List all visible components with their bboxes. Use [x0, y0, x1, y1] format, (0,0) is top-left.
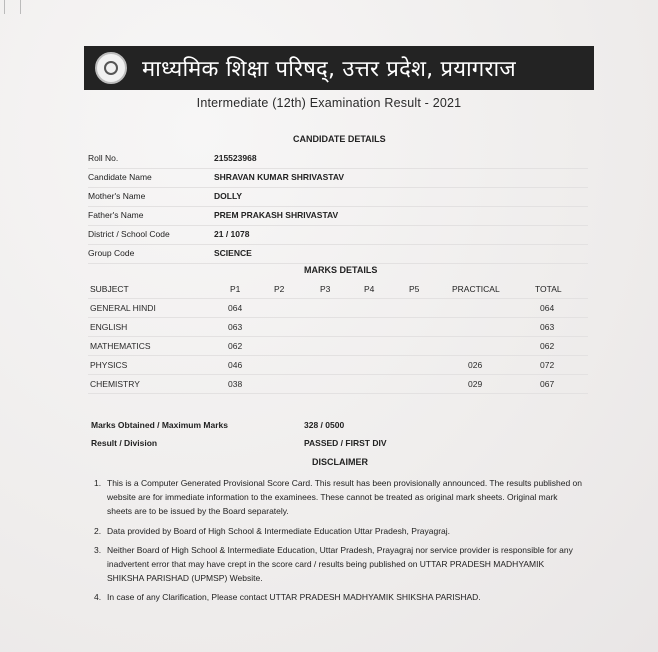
table-row — [88, 375, 588, 394]
col-header-p5: P5 — [409, 284, 420, 294]
field-value: SHRAVAN KUMAR SHRIVASTAV — [214, 172, 345, 182]
paper-edge-mark — [4, 0, 5, 14]
field-value: PREM PRAKASH SHRIVASTAV — [214, 210, 339, 220]
exam-title: Intermediate (12th) Examination Result - 2021 — [196, 96, 462, 110]
result-division-label: Result / Division — [91, 438, 158, 448]
subject-name: MATHEMATICS — [90, 341, 151, 351]
total-marks: 072 — [540, 360, 555, 370]
disclaimer-item: 4. In case of any Clarification, Please contact UTTAR PRADESH MADHYAMIK SHIKSHA PARISHAD. — [94, 590, 582, 604]
subject-name: ENGLISH — [90, 322, 128, 332]
disclaimer-item: 3. Neither Board of High School & Intermediate Education, Uttar Pradesh, Prayagraj nor service provider is responsible for any inadvertent error that may have crept in the score card / results being published on UTTAR PRADESH MADHYAMIK SHIKSHA PARISHAD (UPMSP) Website. — [94, 543, 582, 585]
disclaimer-text: Data provided by Board of High School & Intermediate Education Uttar Pradesh, Prayagraj. — [107, 526, 451, 536]
disclaimer-text: In case of any Clarification, Please contact UTTAR PRADESH MADHYAMIK SHIKSHA PARISHAD. — [107, 592, 481, 602]
field-label: District / School Code — [88, 229, 170, 239]
field-value: 21 / 1078 — [214, 229, 250, 239]
field-label: Candidate Name — [88, 172, 152, 182]
candidate-field-row — [88, 150, 588, 169]
field-value: DOLLY — [214, 191, 243, 201]
table-row — [88, 356, 588, 375]
candidate-field-row — [88, 207, 588, 226]
practical-marks: 029 — [468, 379, 483, 389]
disclaimer-text: Neither Board of High School & Intermediate Education, Uttar Pradesh, Prayagraj nor service provider is responsible for any inadvertent error that may have crept in the score card / results being published on UTTAR PRADESH MADHYAMIK SHIKSHA PARISHAD (UPMSP) Website. — [107, 545, 573, 583]
col-header-p3: P3 — [320, 284, 331, 294]
board-header-banner — [84, 46, 594, 90]
p1-marks: 038 — [228, 379, 243, 389]
field-value: SCIENCE — [214, 248, 252, 258]
field-value: 215523968 — [214, 153, 257, 163]
col-header-subject: SUBJECT — [90, 284, 129, 294]
field-label: Father's Name — [88, 210, 144, 220]
subject-name: GENERAL HINDI — [90, 303, 156, 313]
subject-name: CHEMISTRY — [90, 379, 140, 389]
field-label: Roll No. — [88, 153, 119, 163]
total-marks: 064 — [540, 303, 555, 313]
paper-edge-mark — [20, 0, 21, 14]
p1-marks: 064 — [228, 303, 243, 313]
practical-marks: 026 — [468, 360, 483, 370]
candidate-field-row — [88, 245, 588, 264]
candidate-field-row — [88, 226, 588, 245]
field-label: Mother's Name — [88, 191, 146, 201]
board-emblem-icon — [95, 52, 127, 84]
table-row — [88, 299, 588, 318]
p1-marks: 063 — [228, 322, 243, 332]
result-division-value: PASSED / FIRST DIV — [304, 438, 387, 448]
col-header-p2: P2 — [274, 284, 285, 294]
disclaimer-item: 2. Data provided by Board of High School & Intermediate Education Uttar Pradesh, Prayagraj. — [94, 524, 582, 538]
candidate-details-heading: CANDIDATE DETAILS — [293, 134, 386, 144]
disclaimer-heading: DISCLAIMER — [312, 457, 368, 467]
board-name: माध्यमिक शिक्षा परिषद्, उत्तर प्रदेश, प्रयागराज — [142, 57, 516, 82]
candidate-field-row — [88, 169, 588, 188]
marks-obtained-value: 328 / 0500 — [304, 420, 345, 430]
marks-details-heading: MARKS DETAILS — [304, 265, 378, 275]
col-header-p1: P1 — [230, 284, 241, 294]
marks-header-row — [88, 280, 588, 299]
total-marks: 062 — [540, 341, 555, 351]
disclaimer-item: 1. This is a Computer Generated Provisional Score Card. This result has been provisionally announced. The results published on website are for immediate information to the examinees. These cannot be treated as original mark sheets. Original mark sheets are to be issued by the Board separately. — [94, 478, 582, 516]
table-row — [88, 318, 588, 337]
col-header-practical: PRACTICAL — [452, 284, 500, 294]
field-label: Group Code — [88, 248, 135, 258]
col-header-total: TOTAL — [535, 284, 562, 294]
subject-name: PHYSICS — [90, 360, 128, 370]
p1-marks: 062 — [228, 341, 243, 351]
disclaimer-text: This is a Computer Generated Provisional Score Card. This result has been provisionally announced. The results published on website are for immediate information to the examinees. These cannot be treated as original mark sheets. Original mark sheets are to be issued by the Board separately. — [107, 478, 582, 516]
total-marks: 063 — [540, 322, 555, 332]
table-row — [88, 337, 588, 356]
marks-obtained-label: Marks Obtained / Maximum Marks — [91, 420, 228, 430]
candidate-field-row — [88, 188, 588, 207]
total-marks: 067 — [540, 379, 555, 389]
p1-marks: 046 — [228, 360, 243, 370]
col-header-p4: P4 — [364, 284, 375, 294]
